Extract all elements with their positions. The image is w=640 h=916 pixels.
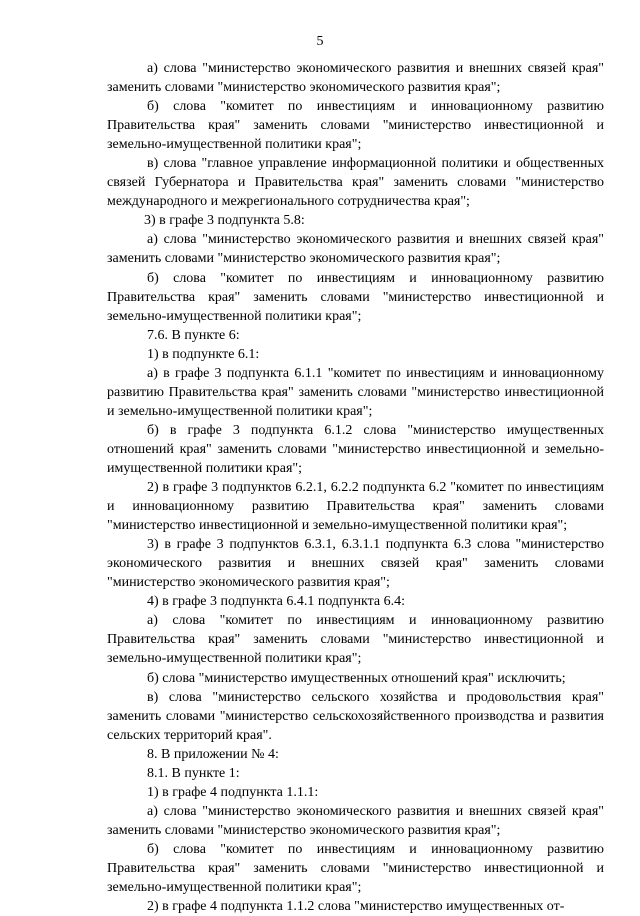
page-number: 5 [316, 34, 324, 49]
paragraph: а) слова "министерство экономического развития и внешних связей края" заменить словами "министерство экономического развития края"; [107, 803, 604, 838]
paragraph: а) слова "министерство экономического развития и внешних связей края" заменить словами "министерство экономического развития края"; [107, 232, 604, 267]
paragraph: 1) в подпункте 6.1: [147, 346, 260, 362]
paragraph: б) слова "комитет по инвестициям и инновационному развитию Правительства края" заменить словами "министерство инвестиционной и земельно-имущественной политики края"; [107, 99, 604, 153]
paragraph: 3) в графе 3 подпунктов 6.3.1, 6.3.1.1 подпункта 6.3 слова "министерство экономического развития и внешних связей края" заменить словами "министерство экономического развития края"; [107, 537, 604, 591]
paragraph: 4) в графе 3 подпункта 6.4.1 подпункта 6.4: [147, 594, 406, 610]
paragraph: б) слова "министерство имущественных отношений края" исключить; [147, 670, 566, 686]
document-body [107, 59, 604, 916]
paragraph: б) слова "комитет по инвестициям и инновационному развитию Правительства края" заменить словами "министерство инвестиционной и земельно-имущественной политики края"; [107, 270, 604, 324]
paragraph: 3) в графе 3 подпункта 5.8: [144, 213, 305, 229]
paragraph: б) слова "комитет по инвестициям и инновационному развитию Правительства края" заменить словами "министерство инвестиционной и земельно-имущественной политики края"; [107, 841, 604, 896]
paragraph: 1) в графе 4 подпункта 1.1.1: [147, 784, 319, 800]
paragraph: 8. В приложении № 4: [147, 746, 279, 762]
paragraph: 7.6. В пункте 6: [147, 327, 240, 343]
paragraph: а) слова "министерство экономического развития и внешних связей края" заменить словами "министерство экономического развития края"; [107, 61, 604, 96]
paragraph: 2) в графе 3 подпунктов 6.2.1, 6.2.2 подпункта 6.2 "комитет по инвестициям и инновационному развитию Правительства края" заменить словами "министерство инвестиционной и земельно-имущественной политики края"; [107, 480, 604, 534]
paragraph: в) слова "главное управление информационной политики и общественных связей Губернатора и Правительства края" заменить словами "министерство международного и межрегионального сотрудничества края"; [107, 156, 604, 210]
paragraph: в) слова "министерство сельского хозяйства и продовольствия края" заменить словами "министерство сельскохозяйственного производства и развития сельских территорий края". [107, 689, 604, 743]
paragraph: 2) в графе 4 подпункта 1.1.2 слова "министерство имущественных от- [147, 899, 565, 915]
paragraph: 8.1. В пункте 1: [147, 765, 240, 781]
paragraph: а) в графе 3 подпункта 6.1.1 "комитет по инвестициям и инновационному развитию Правительства края" заменить словами "министерство инвестиционной и земельно-имущественной политики края"; [107, 365, 604, 419]
paragraph: а) слова "комитет по инвестициям и инновационному развитию Правительства края" заменить словами "министерство инвестиционной и земельно-имущественной политики края"; [107, 613, 604, 667]
paragraph: б) в графе 3 подпункта 6.1.2 слова "министерство имущественных отношений края" заменить словами "министерство инвестиционной и земельно-имущественной политики края"; [107, 422, 604, 476]
